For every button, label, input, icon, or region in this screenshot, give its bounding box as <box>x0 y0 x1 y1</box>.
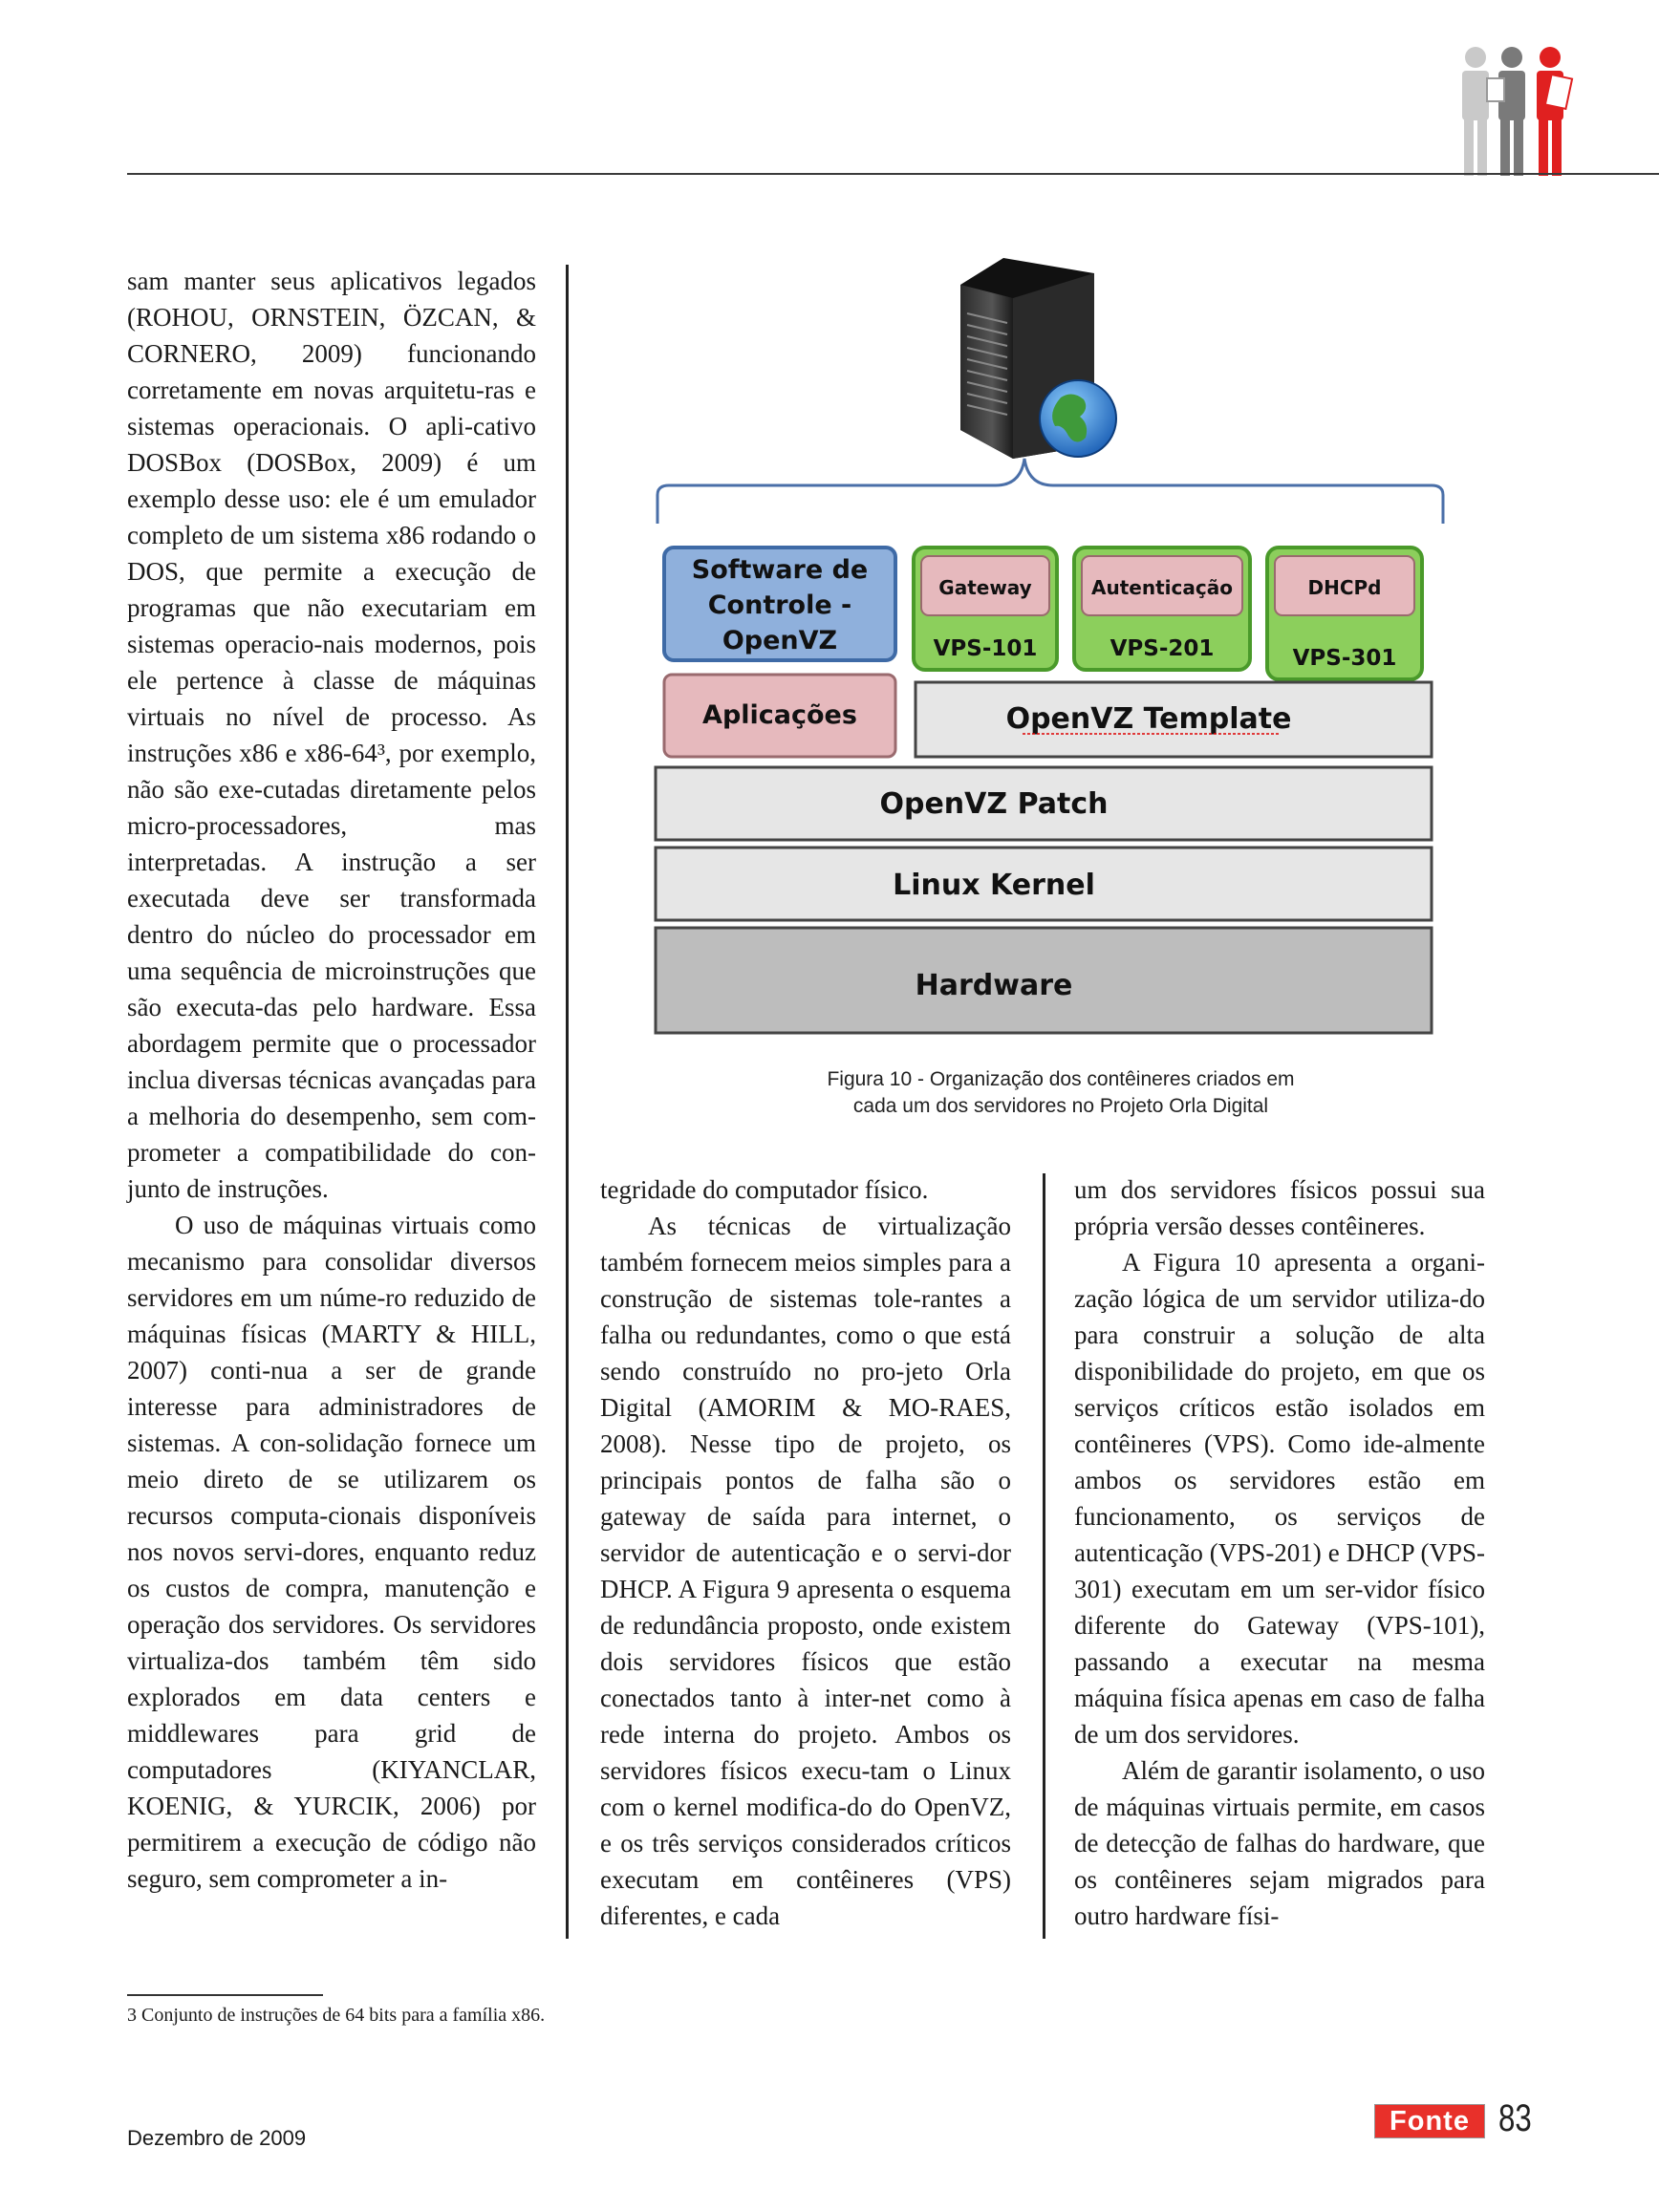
control-line-2: Controle - <box>707 591 852 620</box>
figure-caption <box>659 1066 1462 1120</box>
hardware-label: Hardware <box>915 969 1073 1002</box>
control-line-1: Software de <box>691 555 869 585</box>
paragraph: sam manter seus aplicativos legados (ROHOU, ORNSTEIN, ÖZCAN, & CORNERO, 2009) funcionando corretamente em novas arquitetu-ras e sistemas operacionais. O apli-cativo DOSBox (DOSBox, 2009) é um exemplo desse uso: ele é um emulador completo de um sistema x86 rodando o DOS, que permite a execução de programas que não executariam em sistemas operacio-nais modernos, pois ele pertence à classe de máquinas virtuais no nível de processo. As instruções x86 e x86-64³, por exemplo, não são exe-cutadas diretamente pelos micro-processadores, mas interpretadas. A instrução a ser executada deve ser transformada dentro do núcleo do processador em uma sequência de microinstruções que são executa-das pelo hardware. Essa abordagem permite que o processador inclua diversas técnicas avançadas para a melhoria do desempenho, sem com-prometer a compatibilidade do con-junto de instruções. <box>127 267 536 1203</box>
globe-icon <box>1040 380 1116 457</box>
paragraph: tegridade do computador físico. <box>600 1175 929 1204</box>
paragraph: A Figura 10 apresenta a organi-zação lógica de um servidor utiliza-do para construir a solução de alta disponibilidade do projeto, em que os serviços críticos estão isolados em contêineres (VPS). Como ide-almente ambos os servidores estão em funcionamento, os serviços de autenticação (VPS-201) e DHCP (VPS-301) executam em um ser-vidor físico diferente do Gateway (VPS-101), passando a executar na mesma máquina física apenas em caso de falha de um dos servidores. <box>1074 1248 1485 1749</box>
header-rule <box>127 173 1659 175</box>
page-number: 83 <box>1498 2097 1532 2139</box>
brand-logo: Fonte <box>1374 2104 1485 2138</box>
vps-id-label: VPS-101 <box>933 636 1038 661</box>
vps-service-label: DHCPd <box>1307 576 1382 599</box>
footnote: 3 Conjunto de instruções de 64 bits para a família x86. <box>127 2005 546 2026</box>
paragraph: um dos servidores físicos possui sua própria versão desses contêineres. <box>1074 1175 1485 1240</box>
left-column <box>127 263 536 1897</box>
caption-line-1: Figura 10 - Organização dos contêineres criados em <box>827 1068 1295 1090</box>
column-divider <box>1043 1173 1045 1939</box>
applications-label: Aplicações <box>702 700 857 730</box>
patch-label: OpenVZ Patch <box>879 787 1109 821</box>
vps-service-label: Autenticação <box>1091 576 1233 599</box>
right-column <box>1074 1171 1485 1934</box>
caption-line-2: cada um dos servidores no Projeto Orla Digital <box>852 1095 1269 1117</box>
paragraph: As técnicas de virtualização também fornecem meios simples para a construção de sistemas tole-rantes a falha ou redundantes, como o que está sendo construído no pro-jeto Orla Digital (AMORIM & MO-RAES, 2008). Nesse tipo de projeto, os principais pontos de falha são o gateway de saída para internet, o servidor de autenticação e o servi-dor DHCP. A Figura 9 apresenta o esquema de redundância proposto, onde existem dois servidores físicos que estão conectados tanto à inter-net como à rede interna do projeto. Ambos os servidores físicos execu-tam o Linux com o kernel modifica-do do OpenVZ, e os três serviços considerados críticos executam em contêineres (VPS) diferentes, e cada <box>600 1212 1011 1930</box>
vps-301-container <box>1267 548 1422 679</box>
template-label: OpenVZ Template <box>1005 702 1292 736</box>
vps-id-label: VPS-201 <box>1110 636 1215 661</box>
vps-201-container <box>1074 548 1250 670</box>
footer-date: Dezembro de 2009 <box>127 2126 307 2150</box>
vps-id-label: VPS-301 <box>1292 646 1397 671</box>
middle-column <box>600 1171 1011 1934</box>
figure-10-diagram <box>612 256 1472 1059</box>
paragraph: O uso de máquinas virtuais como mecanismo para consolidar diversos servidores em um núme-ro reduzido de máquinas físicas (MARTY & HILL, 2007) conti-nua a ser de grande interesse para administradores de sistemas. A con-solidação fornece um meio direto de se utilizarem os recursos computa-cionais disponíveis nos novos servi-dores, enquanto reduz os custos de compra, manutenção e operação dos servidores. Os servidores virtualiza-dos também têm sido explorados em data centers e middlewares para grid de computadores (KIYANCLAR, KOENIG, & YURCIK, 2006) por permitirem a execução de código não seguro, sem comprometer a in- <box>127 1211 536 1893</box>
people-group-icon <box>1449 44 1592 176</box>
kernel-label: Linux Kernel <box>893 869 1095 902</box>
paragraph: Além de garantir isolamento, o uso de máquinas virtuais permite, em casos de detecção de falhas do hardware, que os contêineres sejam migrados para outro hardware físi- <box>1074 1756 1485 1930</box>
column-divider <box>566 265 569 1939</box>
vps-101-container <box>914 548 1057 670</box>
footnote-rule <box>127 1994 323 1996</box>
vps-service-label: Gateway <box>938 576 1032 599</box>
control-line-3: OpenVZ <box>722 626 838 655</box>
